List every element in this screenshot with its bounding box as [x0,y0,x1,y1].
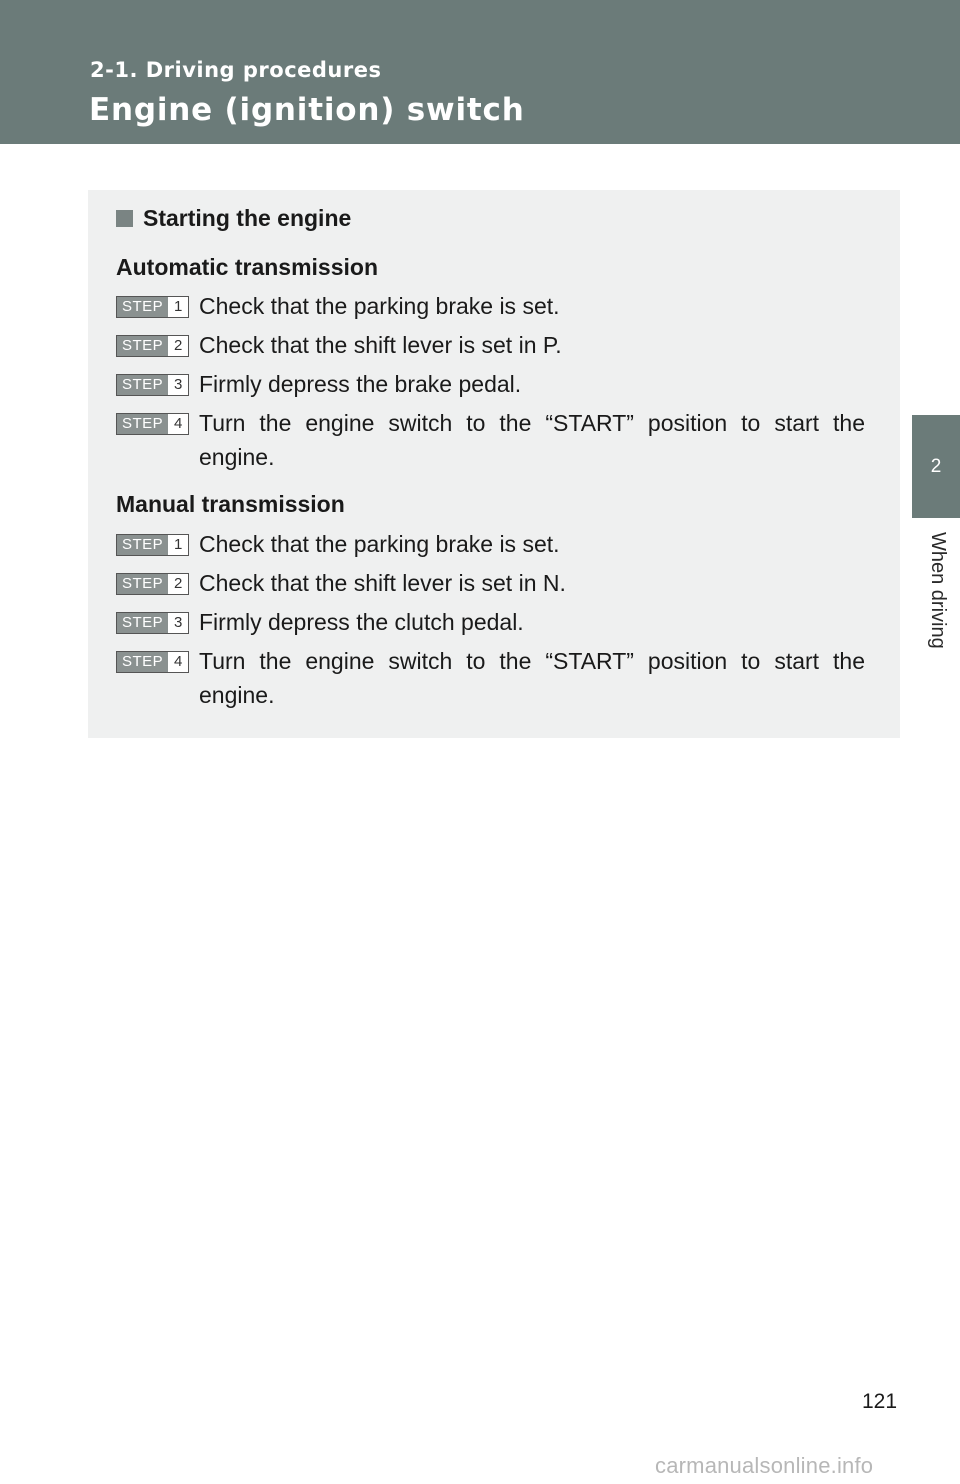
step-text: Check that the shift lever is set in N. [199,570,566,596]
step-badge-label: STEP [117,574,168,594]
step-badge [116,534,189,556]
page-header [0,0,960,144]
step-badge-number: 4 [174,415,183,432]
step-text: Check that the parking brake is set. [199,531,560,557]
step-badge-label: STEP [117,375,168,395]
page-number: 121 [862,1390,898,1413]
chapter-number: 2 [930,455,942,477]
step-badge [116,296,189,318]
watermark: carmanualsonline.info [655,1453,874,1478]
group-title-manual: Manual transmission [116,491,345,517]
step-badge [116,651,189,673]
step-badge-number: 1 [174,298,183,315]
step-text: Firmly depress the brake pedal. [199,371,522,397]
step-text: Check that the shift lever is set in P. [199,332,562,358]
step-badge-label: STEP [117,336,168,356]
page-title: Engine (ignition) switch [89,92,525,128]
subheading [116,205,351,232]
step-badge-number: 3 [174,614,183,631]
step-badge [116,573,189,595]
step-badge-number: 4 [174,653,183,670]
step-badge-label: STEP [117,535,168,555]
step-badge [116,413,189,435]
step-badge-label: STEP [117,652,168,672]
step-text: Turn the engine switch to the “START” position to start the engine. [199,648,865,708]
chapter-label: When driving [927,532,949,649]
step-badge [116,612,189,634]
step-badge-label: STEP [117,297,168,317]
step-badge [116,335,189,357]
step-badge [116,374,189,396]
step-text: Check that the parking brake is set. [199,293,560,319]
step-badge-label: STEP [117,414,168,434]
subheading-text: Starting the engine [143,205,352,231]
step-badge-number: 3 [174,376,183,393]
chapter-tab[interactable] [912,415,960,518]
step-badge-number: 1 [174,536,183,553]
section-label: 2-1. Driving procedures [90,58,382,82]
chapter-tab-label [912,520,960,660]
group-title-automatic: Automatic transmission [116,254,378,280]
step-text: Firmly depress the clutch pedal. [199,609,524,635]
square-bullet-icon [116,210,133,227]
step-badge-label: STEP [117,613,168,633]
step-badge-number: 2 [174,337,183,354]
step-badge-number: 2 [174,575,183,592]
step-text: Turn the engine switch to the “START” position to start the engine. [199,410,865,470]
